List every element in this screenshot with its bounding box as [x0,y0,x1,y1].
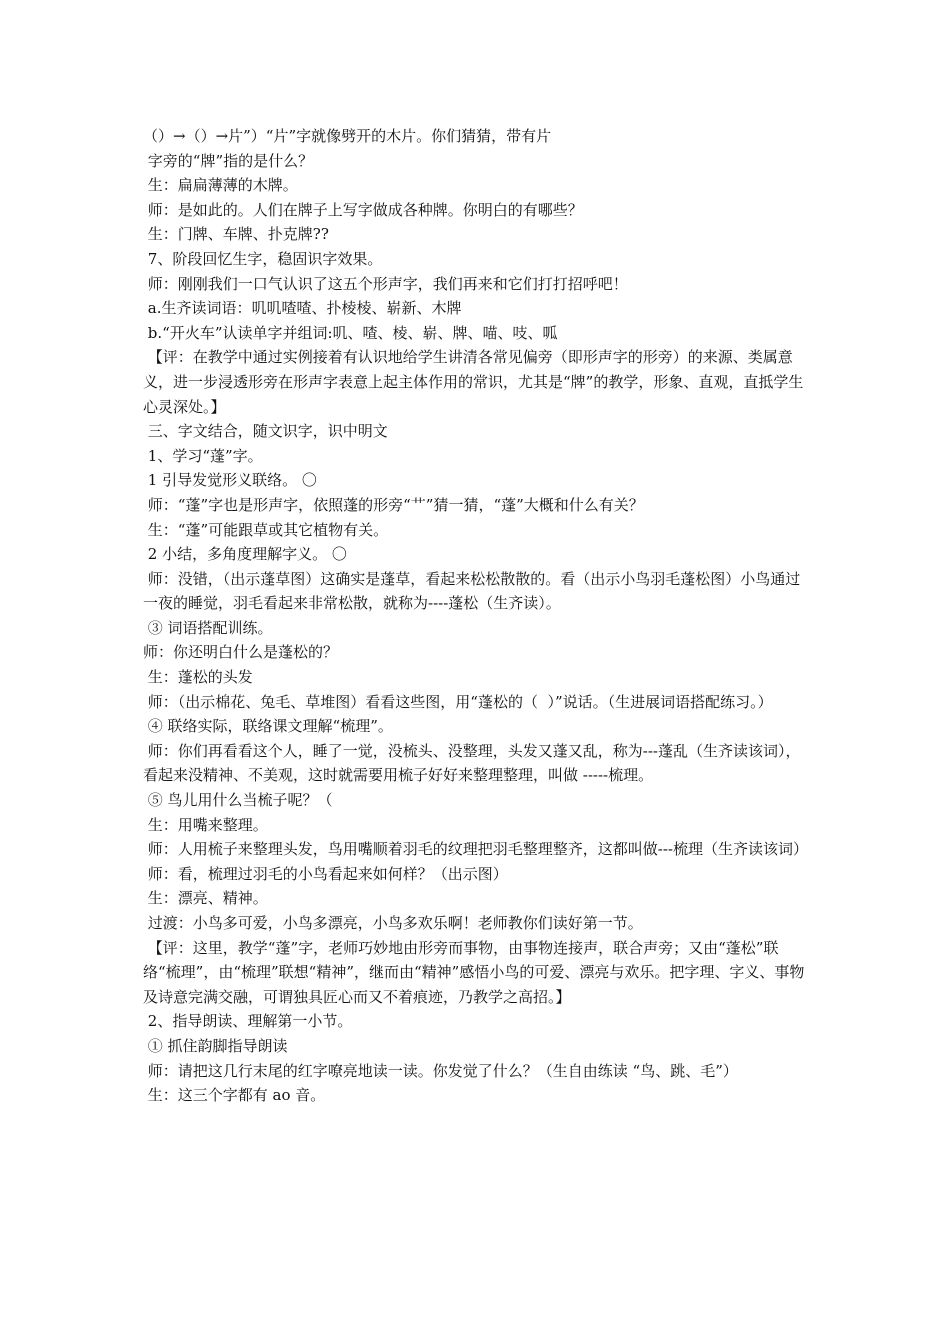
document-page [143,124,813,1108]
text-line-19: 师：你还明白什么是蓬松的？ [143,643,339,662]
text-line-1: （）→（）→片”）“片”字就像劈开的木片。你们猜猜，带有片 [143,127,552,145]
section-heading: 三、字文结合，随文识字，识中明文 [143,422,388,441]
text-line-22: ④ 联络实际，联络课文理解“梳理”。 [143,717,393,736]
text-paragraph-33: 师：请把这几行末尾的红字嘹亮地读一读。你发觉了什么？（生自由练读 “鸟、跳、毛”） [143,1061,738,1080]
text-line-2: 字旁的“牌”指的是什么？ [143,151,314,170]
text-line-4: 师：是如此的。人们在牌子上写字做成各种牌。你明白的有哪些？ [143,200,583,219]
text-line-3: 生：扁扁薄薄的木牌。 [143,176,298,195]
text-line-24: ⑤ 鸟儿用什么当梳子呢？（ [143,791,333,810]
text-line-16: 2 小结，多角度理解字义。 〇 [143,545,347,564]
text-line-13: 1 引导发觉形义联络。 〇 [143,471,317,490]
text-paragraph-23: 师：你们再看看这个人，睡了一觉，没梳头、没整理，头发又蓬又乱，称为---蓬乱（生齐读该词），看起来没精神、不美观，这时就需要用梳子好好来整理整理，叫做 -----梳理。 [143,741,801,785]
text-line-27: 师：看，梳理过羽毛的小鸟看起来如何样？（出示图） [143,864,508,883]
text-paragraph-17: 师：没错，（出示蓬草图）这确实是蓬草，看起来松松散散的。看（出示小鸟羽毛蓬松图）小鸟通过一夜的睡觉，羽毛看起来非常松散，就称为----蓬松（生齐读）。 [143,569,801,613]
text-line-9: b.“开火车”认读单字并组词:叽、喳、棱、崭、牌、喵、吱、呱 [143,323,558,342]
text-paragraph-21: 师：（出示棉花、兔毛、草堆图）看看这些图，用“蓬松的（ ）”说话。（生进展词语搭配练习。） [143,692,773,711]
text-line-15: 生：“蓬”可能跟草或其它植物有关。 [143,520,389,539]
text-line-32: ① 抓住韵脚指导朗读 [143,1036,288,1055]
text-line-28: 生：漂亮、精神。 [143,889,268,908]
text-line-25: 生：用嘴来整理。 [143,815,268,834]
text-paragraph-26: 师：人用梳子来整理头发，鸟用嘴顺着羽毛的纹理把羽毛整理整齐，这都叫做---梳理（生齐读该词） [143,840,808,859]
text-line-5: 生：门牌、车牌、扑克牌?? [143,225,329,244]
text-line-14: 师：“蓬”字也是形声字，依照蓬的形旁“艹”猜一猜，“蓬”大概和什么有关？ [143,495,644,514]
subsection-heading: 2、指导朗读、理解第一小节。 [143,1012,353,1031]
text-line-29: 过渡：小鸟多可爱，小鸟多漂亮，小鸟多欢乐啊！老师教你们读好第一节。 [143,914,643,932]
text-line-18: ③ 词语搭配训练。 [143,618,273,637]
comment-paragraph: 【评：这里，教学“蓬”字，老师巧妙地由形旁而事物，由事物连接声，联合声旁；又由“蓬松”联络“梳理”，由“梳理”联想“精神”，继而由“精神”感悟小鸟的可爱、漂亮与欢乐。把字理、字义、事物及诗意完满交融，可谓独具匠心而又不着痕迹，乃教学之高招。】 [143,938,805,1006]
text-line-34: 生：这三个字都有 ao 音。 [143,1086,326,1105]
subsection-heading: 1、学习“蓬”字。 [143,446,263,465]
text-line-7: 师：刚刚我们一口气认识了这五个形声字，我们再来和它们打打招呼吧！ [143,274,628,293]
text-line-20: 生：蓬松的头发 [143,668,253,687]
section-heading: 7、阶段回忆生字，稳固识字效果。 [143,249,383,268]
text-line-8: a.生齐读词语：叽叽喳喳、扑棱棱、崭新、木牌 [143,299,462,318]
comment-paragraph: 【评：在教学中通过实例接着有认识地给学生讲清各常见偏旁（即形声字的形旁）的来源、类属意义，进一步浸透形旁在形声字表意上起主体作用的常识，尤其是“牌”的教学，形象、直观，直抵学生心灵深处。】 [143,348,804,416]
